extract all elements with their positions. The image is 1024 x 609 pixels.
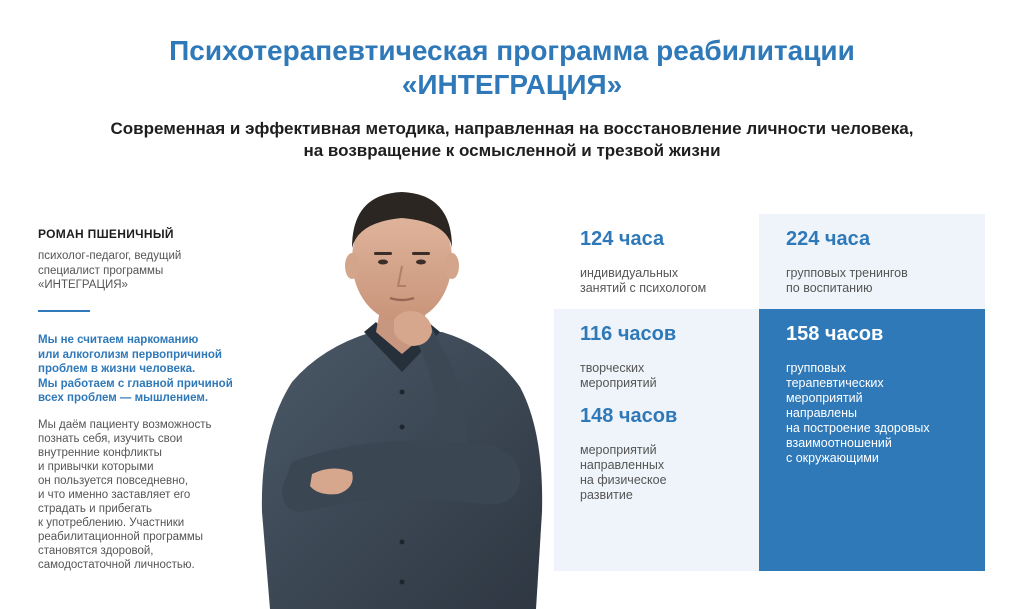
role-line: «ИНТЕГРАЦИЯ»: [38, 279, 128, 291]
text-line: он пользуется повседневно,: [38, 475, 189, 487]
desc-line: мероприятий: [580, 443, 657, 457]
desc-line: терапевтических: [786, 376, 884, 390]
desc-line: мероприятий: [580, 376, 657, 390]
text-line: самодостаточной личностью.: [38, 559, 195, 571]
quote-line: Мы работаем с главной причиной: [38, 377, 233, 390]
stat-value: 158 часов: [786, 323, 884, 345]
stat-value: 148 часов: [580, 405, 678, 427]
stat-card-creative-physical: [554, 309, 759, 571]
stat-card-individual: [554, 214, 759, 309]
stat-value: 124 часа: [580, 228, 665, 250]
desc-line: творческих: [580, 361, 645, 375]
desc-line: групповых: [786, 361, 846, 375]
text-line: познать себя, изучить свои: [38, 433, 183, 445]
role-line: психолог-педагог, ведущий: [38, 250, 182, 262]
desc-line: занятий с психологом: [580, 281, 707, 295]
stat-description: [580, 361, 739, 391]
text-line: внутренние конфликты: [38, 447, 162, 459]
person-name: РОМАН ПШЕНИЧНЫЙ: [38, 227, 174, 241]
desc-line: с окружающими: [786, 451, 879, 465]
desc-line: мероприятий: [786, 391, 863, 405]
stat-description: [580, 443, 739, 503]
text-line: к употреблению. Участники: [38, 517, 185, 529]
desc-line: взаимоотношений: [786, 436, 892, 450]
text-line: и привычки которыми: [38, 461, 154, 473]
stat-card-therapeutic: [759, 309, 985, 571]
quote-line: проблем в жизни человека.: [38, 363, 196, 375]
quote-line: или алкоголизм первопричиной: [38, 348, 222, 361]
title-line-2: «ИНТЕГРАЦИЯ»: [401, 69, 623, 100]
stats-grid: [554, 214, 985, 571]
stat-description: [786, 266, 965, 296]
desc-line: на построение здоровых: [786, 421, 930, 435]
text-line: страдать и прибегать: [38, 503, 152, 515]
desc-line: индивидуальных: [580, 266, 679, 280]
page-title: [0, 34, 1024, 102]
text-line: Мы даём пациенту возможность: [38, 419, 212, 431]
stat-card-group-trainings: [759, 214, 985, 309]
quote-line: всех проблем — мышлением.: [38, 392, 209, 404]
subtitle-line-2: на возвращение к осмысленной и трезвой жизни: [303, 141, 721, 160]
title-line-1: Психотерапевтическая программа реабилитации: [169, 35, 855, 66]
subtitle-line-1: Современная и эффективная методика, направленная на восстановление личности человека,: [110, 119, 914, 138]
desc-line: по воспитанию: [786, 281, 873, 295]
desc-line: развитие: [580, 488, 633, 502]
stat-description: [786, 361, 965, 466]
quote-block: [38, 333, 268, 406]
person-photo: [252, 182, 552, 609]
quote-line: Мы не считаем наркоманию: [38, 334, 199, 346]
desc-line: направлены: [786, 406, 858, 420]
stat-value: 116 часов: [580, 323, 677, 345]
stat-description: [580, 266, 739, 296]
desc-line: групповых тренингов: [786, 266, 908, 280]
text-line: становятся здоровой,: [38, 545, 154, 557]
desc-line: на физическое: [580, 473, 667, 487]
description-text: [38, 418, 253, 572]
text-line: реабилитационной программы: [38, 531, 204, 543]
text-line: и что именно заставляет его: [38, 489, 191, 501]
role-line: специалист программы: [38, 264, 164, 277]
person-role: [38, 249, 238, 293]
stat-value: 224 часа: [786, 228, 871, 250]
accent-divider: [38, 310, 90, 312]
desc-line: направленных: [580, 458, 665, 472]
page-subtitle: [0, 118, 1024, 162]
